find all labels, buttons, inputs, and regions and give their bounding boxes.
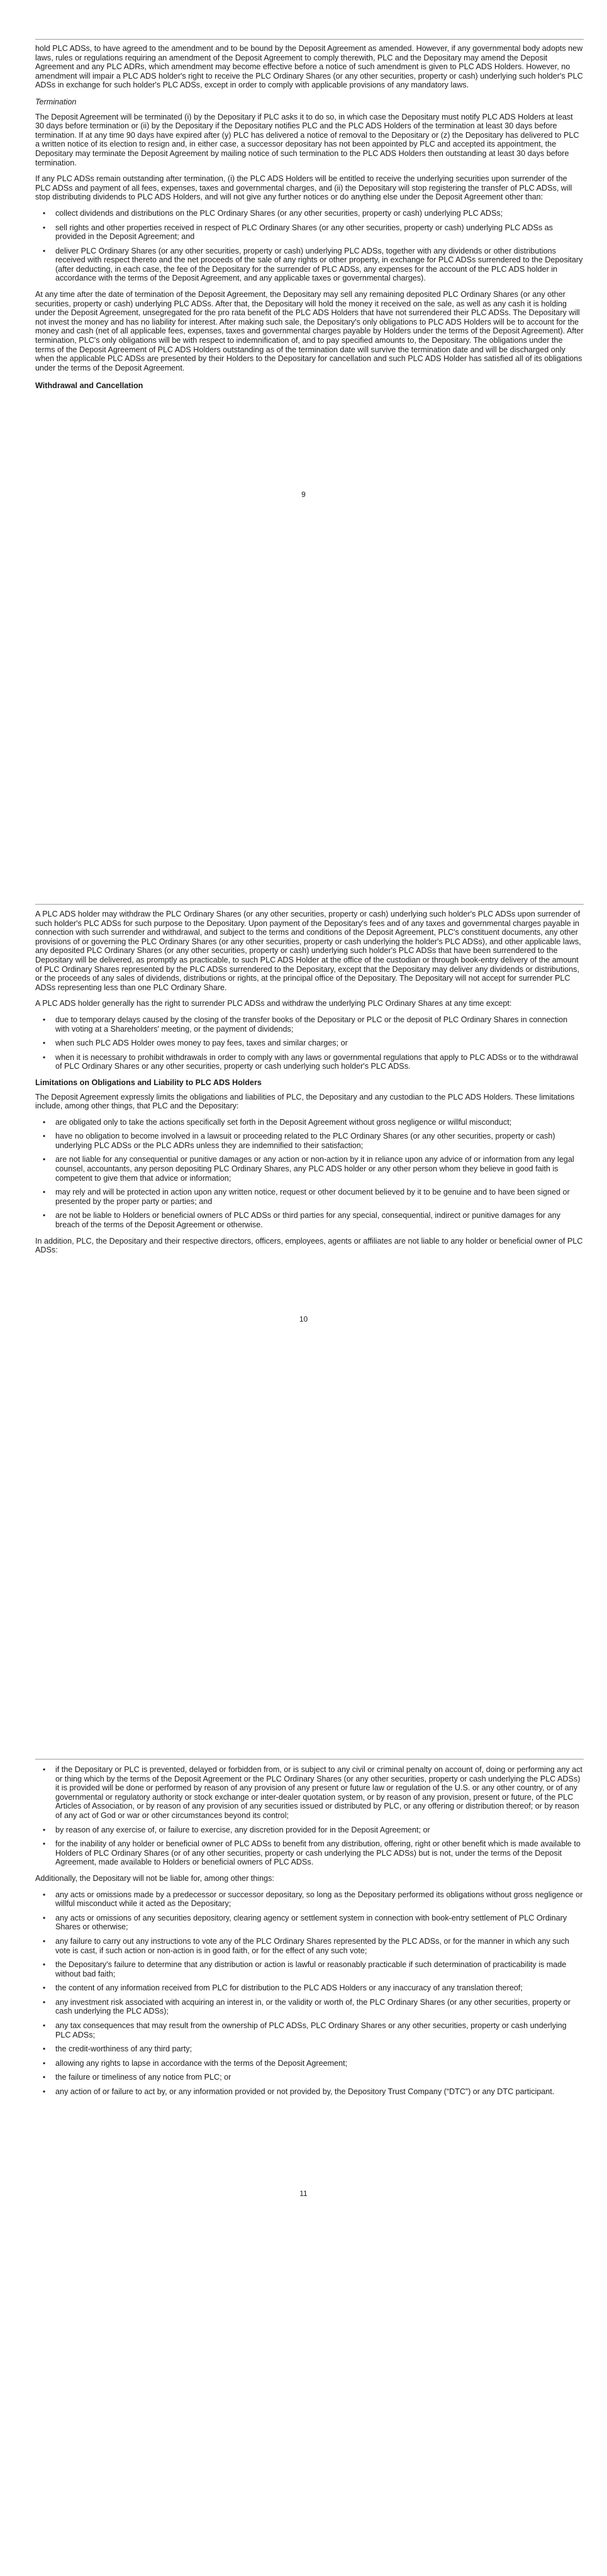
withdrawal-list bbox=[35, 1015, 584, 1071]
list-item: • are not liable for any consequential or punitive damages or any action or non-action by it in reliance upon any advice of or information from any legal counsel, accountants, any person depositing PLC Ordinary Shares, any PLC ADS holder or any other person whom they believe in good faith is competent to give them that advice or information; bbox=[35, 1155, 584, 1183]
depositary-not-liable-list bbox=[35, 1890, 584, 2097]
list-item: • if the Depositary or PLC is prevented, delayed or forbidden from, or is subject to any civil or criminal penalty on account of, doing or performing any act or thing which by the terms of the Deposit Agreement or the PLC Ordinary Shares (or any other securities, property or cash underlying the PLC ADSs) it is provided will be done or performed by reason of any provision of any present or future law or regulation of the U.S. or any other country, or of any governmental or regulatory authority or stock exchange or inter-dealer quotation system, or by reason of any provision, present or future, of the PLC Articles of Association, or by reason of any provision of any securities issued or distributed by PLC, or any offering or distribution thereof; or by reason of any act of God or war or other circumstances beyond its control; bbox=[35, 1765, 584, 1820]
withdrawal-heading: Withdrawal and Cancellation bbox=[35, 381, 143, 391]
page-9 bbox=[35, 44, 584, 396]
list-item: • are obligated only to take the actions specifically set forth in the Deposit Agreement without gross negligence or willful misconduct; bbox=[35, 1118, 584, 1127]
liability-exceptions-list bbox=[35, 1765, 584, 1867]
list-item: • the Depositary's failure to determine that any distribution or action is lawful or reasonably practicable if such determination of practicability is made without bad faith; bbox=[35, 1960, 584, 1978]
page-9-top-rule bbox=[35, 39, 584, 40]
limitations-heading: Limitations on Obligations and Liability to PLC ADS Holders bbox=[35, 1078, 262, 1087]
termination-paragraph-2: If any PLC ADSs remain outstanding after termination, (i) the PLC ADS Holders will be entitled to receive the underlying securities upon surrender of the PLC ADSs and payment of all fees, expenses, taxes and governmental charges, and (ii) the Depositary will stop registering the transfer of PLC ADSs, will stop distributing dividends to PLC ADS Holders, and will not give any further notices or do anything else under the Deposit Agreement other than: bbox=[35, 174, 572, 202]
list-item: • by reason of any exercise of, or failure to exercise, any discretion provided for in the Deposit Agreement; or bbox=[35, 1826, 584, 1835]
list-item: • any acts or omissions made by a predecessor or successor depositary, so long as the Depositary performed its obligations without gross negligence or willful misconduct while it acted as the Depositary; bbox=[35, 1890, 584, 1909]
amendment-paragraph: hold PLC ADSs, to have agreed to the amendment and to be bound by the Deposit Agreement as amended. However, if any governmental body adopts new laws, rules or regulations requiring an amendment of the Deposit Agreement to comply therewith, PLC and the Depositary may amend the Deposit Agreement and any PLC ADRs, which amendment may become effective before a notice of such amendment is given to PLC ADS Holders. However, no amendment will impair a PLC ADS holder's right to receive the PLC Ordinary Shares (or any other securities, property or cash) underlying such holder's PLC ADSs in exchange for such holder's PLC ADSs, except in order to comply with applicable provisions of any mandatory laws. bbox=[35, 44, 583, 90]
list-item: • for the inability of any holder or beneficial owner of PLC ADSs to benefit from any distribution, offering, right or other benefit which is made available to Holders of PLC Ordinary Shares (or of any other securities, property or cash underlying the PLC ADSs) but is not, under the terms of the Deposit Agreement, made available to Holders or beneficial owners of PLC ADSs. bbox=[35, 1839, 584, 1867]
list-item: • due to temporary delays caused by the closing of the transfer books of the Depositary or PLC or the deposit of PLC Ordinary Shares in connection with voting at a Shareholders' meeting, or the payment of dividends; bbox=[35, 1015, 584, 1034]
list-item: • deliver PLC Ordinary Shares (or any other securities, property or cash) underlying PLC ADSs, together with any dividends or other distributions received with respect thereto and the net proceeds of the sale of any rights or other property, in exchange for PLC ADSs surrendered to the Depositary (after deducting, in each case, the fee of the Depositary for the surrender of PLC ADSs, any expenses for the account of the PLC ADS holder in accordance with the terms of the Deposit Agreement, and any applicable taxes or governmental charges). bbox=[35, 247, 584, 283]
page-number-9: 9 bbox=[301, 490, 306, 499]
list-item: • have no obligation to become involved in a lawsuit or proceeding related to the PLC Ordinary Shares (or any other securities, property or cash) underlying PLC ADSs or the PLC ADRs unless they are indemnified to their satisfaction; bbox=[35, 1132, 584, 1150]
page-number-11: 11 bbox=[299, 2189, 308, 2198]
list-item: • any action of or failure to act by, or any information provided or not provided by, the Depository Trust Company (“DTC”) or any DTC participant. bbox=[35, 2087, 584, 2097]
list-item: • any acts or omissions of any securities depository, clearing agency or settlement system in connection with book-entry settlement of PLC Ordinary Shares or otherwise; bbox=[35, 1914, 584, 1932]
limitations-paragraph-1: The Deposit Agreement expressly limits the obligations and liabilities of PLC, the Depositary and any custodian to the PLC ADS Holders. These limitations include, among other things, that PLC and the Depositary: bbox=[35, 1092, 575, 1111]
withdrawal-paragraph-1: A PLC ADS holder may withdraw the PLC Ordinary Shares (or any other securities, property or cash) underlying such holder's PLC ADSs upon surrender of such holder's PLC ADSs for such purpose to the Depositary. Upon payment of the Depositary's fees and of any taxes and governmental charges payable in connection with such surrender and withdrawal, and subject to the terms and conditions of the Deposit Agreement, PLC's constituent documents, any other provisions of or governing the PLC Ordinary Shares (or any other securities, property or cash underlying the holder's PLC ADSs), and other applicable laws, any deposited PLC Ordinary Shares (or any other securities, property or cash) underlying such holder's PLC ADSs that have been surrendered to the Depositary will be delivered, as promptly as practicable, to such PLC ADS Holder at the office of the custodian or through book-entry delivery of the amount of PLC Ordinary Shares represented by the PLC ADSs surrendered to the Depositary, except that the Depositary may deliver any dividends or distributions, or the proceeds of any sales of dividends, distributions or rights, at the principal office of the Depositary. The Depositary will not accept for surrender PLC ADSs representing less than one PLC Ordinary Share. bbox=[35, 910, 581, 992]
list-item: • when such PLC ADS Holder owes money to pay fees, taxes and similar charges; or bbox=[35, 1039, 584, 1048]
limitations-list bbox=[35, 1118, 584, 1230]
page-11 bbox=[35, 1765, 584, 2104]
withdrawal-paragraph-2: A PLC ADS holder generally has the right to surrender PLC ADSs and withdraw the underlying PLC Ordinary Shares at any time except: bbox=[35, 999, 512, 1008]
list-item: • any tax consequences that may result from the ownership of PLC ADSs, PLC Ordinary Shares or any other securities, property or cash underlying PLC ADSs; bbox=[35, 2021, 584, 2039]
page-10 bbox=[35, 910, 584, 1262]
termination-paragraph-3: At any time after the date of termination of the Deposit Agreement, the Depositary may sell any remaining deposited PLC Ordinary Shares (or any other securities, property or cash) underlying PLC ADSs. After that, the Depositary will hold the money it received on the sale, as well as any cash it is holding under the Deposit Agreement, unsegregated for the pro rata benefit of the PLC ADS Holders that have not surrendered their PLC ADSs. The Depositary will not invest the money and has no liability for interest. After making such sale, the Depositary's only obligations to PLC ADS Holders will be to account for the money and cash (net of all applicable fees, expenses, taxes and governmental charges payable by Holders under the terms of the Deposit Agreement). After termination, PLC's only obligations will be with respect to indemnification of, and to pay specified amounts to, the Depositary. The obligations under the terms of the Deposit Agreement of PLC ADS Holders outstanding as of the termination date will survive the termination date and will be discharged only when the applicable PLC ADSs are presented by their Holders to the Depositary for cancellation and such PLC ADS Holder has satisfied all of its obligations under the terms of the Deposit Agreement. bbox=[35, 290, 584, 372]
page-10-top-rule bbox=[35, 904, 584, 905]
additionally-paragraph: Additionally, the Depositary will not be liable for, among other things: bbox=[35, 1873, 274, 1883]
list-item: • may rely and will be protected in action upon any written notice, request or other document believed by it to be genuine and to have been signed or presented by the proper party or parties; and bbox=[35, 1188, 584, 1206]
list-item: • collect dividends and distributions on the PLC Ordinary Shares (or any other securities, property or cash) underlying PLC ADSs; bbox=[35, 209, 584, 218]
list-item: • the credit-worthiness of any third party; bbox=[35, 2044, 584, 2054]
termination-paragraph-1: The Deposit Agreement will be terminated (i) by the Depositary if PLC asks it to do so, in which case the Depositary must notify PLC ADS Holders at least 30 days before termination or (ii) by the Depositary if the Depositary notifies PLC and the PLC ADS Holders of the termination at least 30 days before termination. If at any time 90 days have expired after (y) PLC has delivered a notice of removal to the Depositary or (z) the Depositary has delivered to PLC a written notice of its election to resign and, in either case, a successor depositary has not been appointed by PLC and accepted its appointment, the Depositary may terminate the Deposit Agreement by mailing notice of such termination to the PLC ADS Holders then outstanding at least 30 days before termination. bbox=[35, 112, 579, 167]
termination-heading: Termination bbox=[35, 97, 77, 106]
list-item: • the content of any information received from PLC for distribution to the PLC ADS Holders or any inaccuracy of any translation thereof; bbox=[35, 1983, 584, 1993]
list-item: • the failure or timeliness of any notice from PLC; or bbox=[35, 2073, 584, 2082]
termination-list bbox=[35, 209, 584, 283]
list-item: • sell rights and other properties received in respect of PLC Ordinary Shares (or any other securities, property or cash) underlying PLC ADSs as provided in the Deposit Agreement; and bbox=[35, 223, 584, 242]
page-number-10: 10 bbox=[299, 1315, 308, 1324]
list-item: • any failure to carry out any instructions to vote any of the PLC Ordinary Shares represented by the PLC ADSs, or for the manner in which any such vote is cast, if such action or non-action is in good faith, or for the effect of any such vote; bbox=[35, 1937, 584, 1955]
list-item: • are not be liable to Holders or beneficial owners of PLC ADSs or third parties for any special, consequential, indirect or punitive damages for any breach of the terms of the Deposit Agreement or otherwise. bbox=[35, 1211, 584, 1229]
list-item: • when it is necessary to prohibit withdrawals in order to comply with any laws or governmental regulations that apply to PLC ADSs or to the withdrawal of PLC Ordinary Shares or any other securities, property or cash underlying such holder's PLC ADSs. bbox=[35, 1053, 584, 1071]
list-item: • any investment risk associated with acquiring an interest in, or the validity or worth of, the PLC Ordinary Shares (or any other securities, property or cash underlying the PLC ADSs); bbox=[35, 1998, 584, 2016]
list-item: • allowing any rights to lapse in accordance with the terms of the Deposit Agreement; bbox=[35, 2059, 584, 2068]
limitations-paragraph-2: In addition, PLC, the Depositary and their respective directors, officers, employees, agents or affiliates are not liable to any holder or beneficial owner of PLC ADSs: bbox=[35, 1236, 583, 1255]
